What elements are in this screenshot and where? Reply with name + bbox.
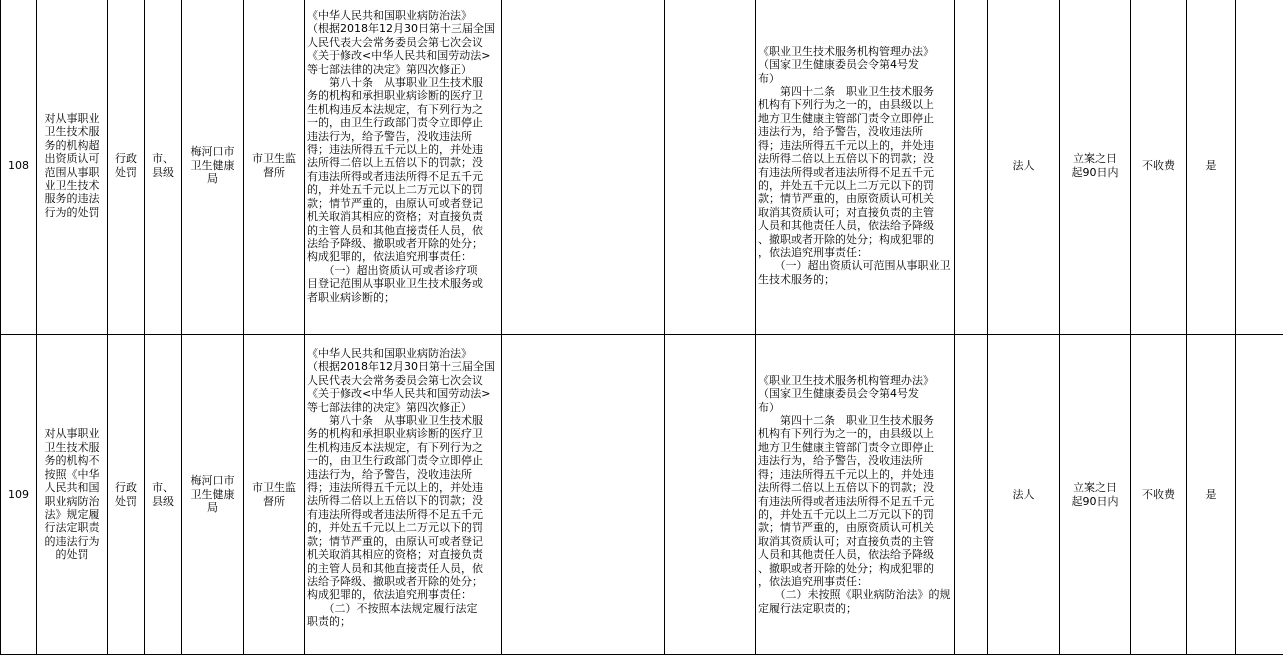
legal-basis-regulation-cell-line: 得；违法所得五千元以上的，并处违 xyxy=(758,467,934,481)
department-cell[interactable] xyxy=(182,0,244,335)
item-name-cell-line: 的违法行为 xyxy=(44,534,100,548)
flag-cell-line: 是 xyxy=(1205,487,1217,501)
fee-cell[interactable] xyxy=(1131,335,1187,655)
legal-basis-law-cell-line: 务的机构和承担职业病诊断的医疗卫 xyxy=(307,89,483,103)
legal-basis-regulation-cell-line: （二）未按照《职业病防治法》的规 xyxy=(758,588,951,602)
row-number-cell-line: 108 xyxy=(8,158,29,172)
legal-basis-regulation-cell-line: 取消其资质认可；对直接负责的主管 xyxy=(758,205,934,219)
legal-basis-law-cell-line: 法给予降级、撤职或者开除的处分； xyxy=(307,574,483,588)
legal-basis-law-cell-line: 违法行为，给予警告，没收违法所 xyxy=(307,129,472,143)
level-cell-line: 县级 xyxy=(152,494,174,508)
legal-basis-regulation-cell-line: 有违法所得或者违法所得不足五千元 xyxy=(758,494,934,508)
legal-basis-regulation-cell-line: （国家卫生健康委员会令第4号发 xyxy=(758,387,919,401)
legal-basis-regulation-cell-line: 、撤职或者开除的处分；构成犯罪的 xyxy=(758,232,934,246)
legal-basis-law-cell-line: 生机构违反本法规定，有下列行为之 xyxy=(307,440,483,454)
time-limit-cell[interactable] xyxy=(1060,335,1131,655)
item-name-cell-line: 范围从事职 xyxy=(44,165,100,179)
empty-cell[interactable] xyxy=(1236,0,1283,335)
legal-basis-regulation-cell[interactable] xyxy=(756,0,955,335)
legal-basis-law-cell-line: 机关取消其相应的资格；对直接负责 xyxy=(307,548,483,562)
legal-basis-law-cell-line: 《中华人民共和国职业病防治法》 xyxy=(307,347,472,360)
flag-cell-line: 是 xyxy=(1205,158,1217,172)
time-limit-cell-line: 起90日内 xyxy=(1071,494,1119,508)
legal-basis-law-cell-line: 人民代表大会常务委员会第七次会议 xyxy=(307,35,483,49)
item-name-cell-line: 对从事职业 xyxy=(44,111,100,125)
legal-basis-regulation-cell-line: 地方卫生健康主管部门责令立即停止 xyxy=(758,111,934,125)
executing-unit-cell-line: 督所 xyxy=(263,165,285,179)
item-name-cell[interactable] xyxy=(37,335,108,655)
legal-basis-law-cell-line: 目登记范围从事职业卫生技术服务或 xyxy=(307,277,483,291)
item-name-cell-line: 务的机构不 xyxy=(44,454,100,468)
legal-basis-regulation-cell-line: 款；情节严重的，由原资质认可机关 xyxy=(758,192,934,206)
item-name-cell-line: 法》规定履 xyxy=(44,507,100,521)
legal-basis-law-cell-line: 人民代表大会常务委员会第七次会议 xyxy=(307,373,483,387)
item-name-cell[interactable] xyxy=(37,0,108,335)
power-type-cell-line: 处罚 xyxy=(115,165,137,179)
empty-cell[interactable] xyxy=(1236,335,1283,655)
legal-basis-law-cell-line: 款；情节严重的，由原认可或者登记 xyxy=(307,534,483,548)
empty-cell[interactable] xyxy=(502,0,665,335)
row-number-cell[interactable] xyxy=(1,335,37,655)
item-name-cell-line: 的处罚 xyxy=(55,548,89,562)
fee-cell-line: 不收费 xyxy=(1142,487,1175,501)
legal-basis-law-cell-line: （根据2018年12月30日第十三届全国 xyxy=(307,22,495,36)
item-name-cell-line: 卫生技术服 xyxy=(44,440,100,454)
legal-basis-law-cell-line: 一的，由卫生行政部门责令立即停止 xyxy=(307,116,483,130)
legal-basis-law-cell-line: （根据2018年12月30日第十三届全国 xyxy=(307,360,495,374)
time-limit-cell-line: 立案之日 xyxy=(1073,152,1117,166)
legal-basis-regulation-cell-line: 、撤职或者开除的处分；构成犯罪的 xyxy=(758,561,934,575)
legal-basis-regulation-cell-line: 取消其资质认可；对直接负责的主管 xyxy=(758,534,934,548)
power-type-cell[interactable] xyxy=(108,335,145,655)
department-cell-line: 梅河口市 xyxy=(190,474,235,488)
legal-basis-law-cell-line: 有违法所得或者违法所得不足五千元 xyxy=(307,507,483,521)
legal-basis-law-cell[interactable] xyxy=(305,0,502,335)
department-cell-line: 局 xyxy=(207,172,218,186)
legal-basis-regulation-cell-line: 的，并处五千元以上二万元以下的罚 xyxy=(758,178,934,192)
fee-cell-line: 不收费 xyxy=(1142,158,1175,172)
legal-basis-regulation-cell-line: 机构有下列行为之一的，由县级以上 xyxy=(758,98,934,112)
legal-basis-law-cell-line: 的，并处五千元以上二万元以下的罚 xyxy=(307,183,483,197)
time-limit-cell-line: 立案之日 xyxy=(1073,481,1117,495)
time-limit-cell-line: 起90日内 xyxy=(1071,165,1119,179)
department-cell-line: 卫生健康 xyxy=(190,487,235,501)
row-number-cell-line: 109 xyxy=(8,487,29,501)
legal-basis-regulation-cell-line: 法所得二倍以上五倍以下的罚款；没 xyxy=(758,152,934,166)
legal-basis-regulation-cell-line: 款；情节严重的，由原资质认可机关 xyxy=(758,521,934,535)
legal-basis-law-cell[interactable] xyxy=(305,335,502,655)
legal-basis-law-cell-line: 务的机构和承担职业病诊断的医疗卫 xyxy=(307,427,483,441)
legal-basis-regulation-cell-line: 布） xyxy=(758,400,780,414)
legal-basis-regulation-cell-line: ，依法追究刑事责任： xyxy=(758,574,868,588)
legal-basis-law-cell-line: 违法行为，给予警告，没收违法所 xyxy=(307,467,472,481)
legal-basis-law-cell-line: 等七部法律的决定》第四次修正） xyxy=(307,400,472,414)
level-cell-line: 市、 xyxy=(152,481,174,495)
legal-basis-law-cell-line: 的，并处五千元以上二万元以下的罚 xyxy=(307,521,483,535)
legal-basis-regulation-cell-line: 机构有下列行为之一的，由县级以上 xyxy=(758,427,934,441)
legal-basis-regulation-cell-line: 地方卫生健康主管部门责令立即停止 xyxy=(758,440,934,454)
power-type-cell[interactable] xyxy=(108,0,145,335)
department-cell-line: 局 xyxy=(207,501,218,515)
legal-basis-law-cell-line: 机关取消其相应的资格；对直接负责 xyxy=(307,210,483,224)
item-name-cell-line: 行法定职责 xyxy=(44,521,100,535)
item-name-cell-line: 卫生技术服 xyxy=(44,125,100,139)
target-object-cell-line: 法人 xyxy=(1012,158,1035,172)
time-limit-cell[interactable] xyxy=(1060,0,1131,335)
legal-basis-regulation-cell-line: 第四十二条 职业卫生技术服务 xyxy=(758,85,934,99)
legal-basis-law-cell-line: 《中华人民共和国职业病防治法》 xyxy=(307,9,472,22)
legal-basis-regulation-cell-line: 得；违法所得五千元以上的，并处违 xyxy=(758,138,934,152)
item-name-cell-line: 行为的处罚 xyxy=(44,205,100,219)
legal-basis-law-cell-line: 《关于修改<中华人民共和国劳动法> xyxy=(307,387,491,401)
legal-basis-law-cell-line: 得；违法所得五千元以上的，并处违 xyxy=(307,143,483,157)
power-type-cell-line: 处罚 xyxy=(115,494,137,508)
legal-basis-law-cell-line: （二）不按照本法规定履行法定 xyxy=(307,601,478,615)
legal-basis-regulation-cell-line: 有违法所得或者违法所得不足五千元 xyxy=(758,165,934,179)
item-name-cell-line: 按照《中华 xyxy=(44,467,100,481)
flag-cell[interactable] xyxy=(1187,335,1236,655)
legal-basis-regulation-cell-line: 违法行为，给予警告，没收违法所 xyxy=(758,454,923,468)
empty-cell[interactable] xyxy=(955,335,988,655)
legal-basis-regulation-cell-line: 《职业卫生技术服务机构管理办法》 xyxy=(758,373,934,387)
legal-basis-law-cell-line: （一）超出资质认可或者诊疗项 xyxy=(307,263,478,277)
item-name-cell-line: 业卫生技术 xyxy=(44,178,100,192)
legal-basis-law-cell-line: 法所得二倍以上五倍以下的罚款；没 xyxy=(307,494,483,508)
legal-basis-regulation-cell-line: 定履行法定职责的； xyxy=(758,601,857,615)
legal-basis-law-cell-line: 构成犯罪的，依法追究刑事责任： xyxy=(307,250,472,264)
legal-basis-law-cell-line: 等七部法律的决定》第四次修正） xyxy=(307,62,472,76)
legal-basis-regulation-cell-line: 《职业卫生技术服务机构管理办法》 xyxy=(758,44,934,58)
item-name-cell-line: 职业病防治 xyxy=(44,494,100,508)
legal-basis-law-cell-line: 第八十条 从事职业卫生技术服 xyxy=(307,414,483,428)
legal-basis-regulation-cell-line: ，依法追究刑事责任： xyxy=(758,245,868,259)
legal-basis-regulation-cell-line: 人员和其他责任人员，依法给予降级 xyxy=(758,548,934,562)
executing-unit-cell-line: 市卫生监 xyxy=(252,152,296,166)
target-object-cell[interactable] xyxy=(988,335,1060,655)
table-row xyxy=(1,335,1283,655)
table-row xyxy=(1,0,1283,335)
legal-basis-law-cell-line: 的主管人员和其他直接责任人员，依 xyxy=(307,561,483,575)
department-cell-line: 梅河口市 xyxy=(190,145,235,159)
fee-cell[interactable] xyxy=(1131,0,1187,335)
empty-cell[interactable] xyxy=(502,335,665,655)
item-name-cell-line: 服务的违法 xyxy=(44,192,100,206)
legal-basis-law-cell-line: 《关于修改<中华人民共和国劳动法> xyxy=(307,49,491,63)
legal-basis-law-cell-line: 的主管人员和其他直接责任人员，依 xyxy=(307,223,483,237)
power-type-cell-line: 行政 xyxy=(115,481,137,495)
legal-basis-regulation-cell-line: （一）超出资质认可范围从事职业卫 xyxy=(758,259,951,273)
legal-basis-law-cell-line: 者职业病诊断的； xyxy=(307,290,395,304)
legal-basis-law-cell-line: 款；情节严重的，由原认可或者登记 xyxy=(307,196,483,210)
legal-basis-law-cell-line: 一的，由卫生行政部门责令立即停止 xyxy=(307,454,483,468)
legal-basis-regulation-cell-line: 生技术服务的； xyxy=(758,272,835,286)
legal-basis-law-cell-line: 第八十条 从事职业卫生技术服 xyxy=(307,76,483,90)
legal-basis-regulation-cell-line: 法所得二倍以上五倍以下的罚款；没 xyxy=(758,481,934,495)
item-name-cell-line: 务的机构超 xyxy=(44,138,100,152)
legal-basis-law-cell-line: 有违法所得或者违法所得不足五千元 xyxy=(307,169,483,183)
power-type-cell-line: 行政 xyxy=(115,152,137,166)
legal-basis-law-cell-line: 职责的； xyxy=(307,615,351,629)
level-cell[interactable] xyxy=(145,0,182,335)
legal-basis-law-cell-line: 法给予降级、撤职或者开除的处分； xyxy=(307,236,483,250)
legal-basis-law-cell-line: 得；违法所得五千元以上的，并处违 xyxy=(307,481,483,495)
legal-basis-regulation-cell-line: 布） xyxy=(758,71,780,85)
executing-unit-cell[interactable] xyxy=(244,0,305,335)
legal-basis-law-cell-line: 生机构违反本法规定，有下列行为之 xyxy=(307,102,483,116)
item-name-cell-line: 人民共和国 xyxy=(44,481,100,495)
legal-basis-regulation-cell-line: 人员和其他责任人员，依法给予降级 xyxy=(758,219,934,233)
level-cell[interactable] xyxy=(145,335,182,655)
legal-basis-regulation-cell-line: 违法行为，给予警告，没收违法所 xyxy=(758,125,923,139)
level-cell-line: 县级 xyxy=(152,165,174,179)
legal-basis-regulation-cell[interactable] xyxy=(756,335,955,655)
executing-unit-cell-line: 市卫生监 xyxy=(252,481,296,495)
empty-cell[interactable] xyxy=(665,335,756,655)
legal-basis-law-cell-line: 法所得二倍以上五倍以下的罚款；没 xyxy=(307,156,483,170)
level-cell-line: 市、 xyxy=(152,152,174,166)
target-object-cell[interactable] xyxy=(988,0,1060,335)
empty-cell[interactable] xyxy=(955,0,988,335)
flag-cell[interactable] xyxy=(1187,0,1236,335)
row-number-cell[interactable] xyxy=(1,0,37,335)
target-object-cell-line: 法人 xyxy=(1012,487,1035,501)
legal-basis-regulation-cell-line: 第四十二条 职业卫生技术服务 xyxy=(758,414,934,428)
item-name-cell-line: 对从事职业 xyxy=(44,427,100,441)
department-cell-line: 卫生健康 xyxy=(190,158,235,172)
item-name-cell-line: 出资质认可 xyxy=(44,152,100,166)
executing-unit-cell[interactable] xyxy=(244,335,305,655)
empty-cell[interactable] xyxy=(665,0,756,335)
legal-basis-law-cell-line: 构成犯罪的，依法追究刑事责任： xyxy=(307,588,472,602)
executing-unit-cell-line: 督所 xyxy=(263,494,285,508)
legal-basis-regulation-cell-line: （国家卫生健康委员会令第4号发 xyxy=(758,58,919,72)
department-cell[interactable] xyxy=(182,335,244,655)
legal-basis-regulation-cell-line: 的，并处五千元以上二万元以下的罚 xyxy=(758,507,934,521)
